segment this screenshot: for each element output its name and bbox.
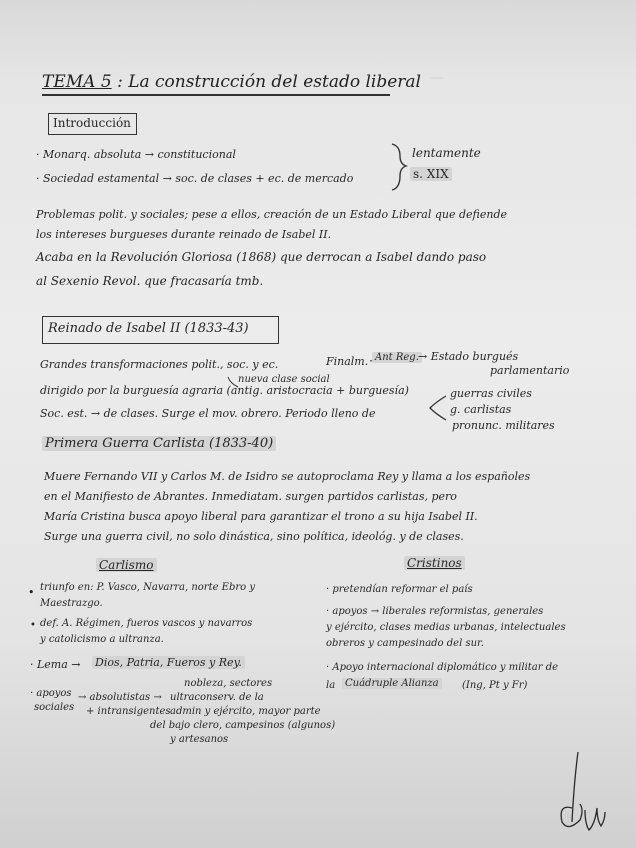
carlismo-item-3-value: Dios, Patria, Fueros y Rey. [92, 656, 245, 669]
intro-heading: Introducción [53, 116, 131, 130]
carlista-para-2: en el Manifiesto de Abrantes. Inmediatam. surgen partidos carlistas, pero [44, 490, 457, 503]
carlista-para-4: Surge una guerra civil, no solo dinástica, sino política, ideológ. y de clases. [44, 530, 464, 543]
brace-label-bottom: s. XIX [410, 167, 452, 181]
carlismo-clero: del bajo clero, campesinos (algunos) [150, 720, 336, 731]
carlismo-item-2a: def. A. Régimen, fueros vascos y navarros [40, 618, 253, 629]
intro-para-3: Acaba en la Revolución Gloriosa (1868) que derrocan a Isabel dando paso [36, 250, 487, 264]
cristinos-item-2b: y ejército, clases medias urbanas, intelectuales [326, 622, 566, 633]
carlismo-bullet-2: • [30, 620, 36, 631]
carlista-para-3: María Cristina busca apoyo liberal para garantizar el trono a su hija Isabel II. [44, 510, 478, 523]
cristinos-item-1: · pretendían reformar el país [326, 584, 473, 595]
show-through-text: — [430, 70, 444, 86]
carlista-para-1: Muere Fernando VII y Carlos M. de Isidro se autoproclama Rey y llama a los españoles [44, 470, 531, 483]
carlismo-ultra: ultraconserv. de la [170, 692, 264, 703]
reinado-finalm: Finalm. [326, 355, 369, 368]
reinado-ant-reg: Ant Reg. [372, 352, 422, 363]
tema-number: TEMA 5 [42, 72, 112, 92]
reinado-line-3: Soc. est. → de clases. Surge el mov. obrero. Periodo lleno de [40, 407, 376, 420]
cristinos-item-2a: · apoyos → liberales reformistas, generales [326, 606, 544, 617]
reinado-line-2: dirigido por la burguesía agraria (antig. aristocracia + burguesía) [40, 384, 409, 397]
intro-para-1: Problemas polit. y sociales; pese a ellos, creación de un Estado Liberal que defiende [36, 208, 508, 221]
carlismo-heading: Carlismo [96, 558, 157, 572]
intro-para-4: al Sexenio Revol. que fracasaría tmb. [36, 274, 264, 288]
carlismo-bullet-1: • [28, 586, 35, 599]
cristinos-item-3b-hl: Cuádruple Alianza [342, 678, 442, 689]
cristinos-item-3b-pre: la [326, 680, 336, 691]
carlista-heading: Primera Guerra Carlista (1833-40) [42, 436, 276, 451]
cristinos-item-3a: · Apoyo internacional diplomático y militar de [326, 662, 559, 673]
intro-line-2: · Sociedad estamental → soc. de clases + ec. de mercado [36, 172, 354, 185]
reinado-estado: → Estado burgués [418, 350, 519, 363]
carlismo-item-2b: y catolicismo a ultranza. [40, 634, 164, 645]
carlismo-admin: admin y ejército, mayor parte [170, 706, 321, 717]
carlismo-nobleza: nobleza, sectores [184, 678, 273, 689]
carlismo-item-3-label: · Lema → [30, 658, 81, 671]
brace-label-top: lentamente [412, 146, 481, 160]
reinado-line-1: Grandes transformaciones polit., soc. y ec. [40, 358, 279, 371]
cristinos-item-3b-post: (Ing, Pt y Fr) [462, 680, 528, 691]
pronunciamientos: pronunc. militares [452, 419, 555, 432]
carlismo-absolutistas: → absolutistas → [78, 692, 162, 703]
carlismo-apoyos: · apoyos [30, 688, 72, 699]
reinado-heading: Reinado de Isabel II (1833-43) [48, 321, 249, 336]
carlismo-sociales: sociales [34, 702, 75, 713]
intro-line-1: · Monarq. absoluta → constitucional [36, 148, 236, 161]
cristinos-item-2c: obreros y campesinado del sur. [326, 638, 484, 649]
reinado-parlamentario: parlamentario [490, 364, 570, 377]
reinado-nueva-clase: nueva clase social [238, 374, 330, 385]
intro-para-2: los intereses burgueses durante reinado de Isabel II. [36, 228, 332, 241]
carlismo-intransigentes: + intransigentes [86, 706, 171, 717]
carlismo-artesanos: y artesanos [170, 734, 229, 745]
tema-title: : La construcción del estado liberal [117, 72, 421, 92]
carlismo-item-1b: Maestrazgo. [40, 598, 103, 609]
guerras-carlistas: g. carlistas [450, 403, 512, 416]
carlismo-item-1a: triunfo en: P. Vasco, Navarra, norte Ebro y [40, 582, 256, 593]
guerras-civiles: guerras civiles [450, 387, 532, 400]
cristinos-heading: Cristinos [404, 556, 465, 570]
